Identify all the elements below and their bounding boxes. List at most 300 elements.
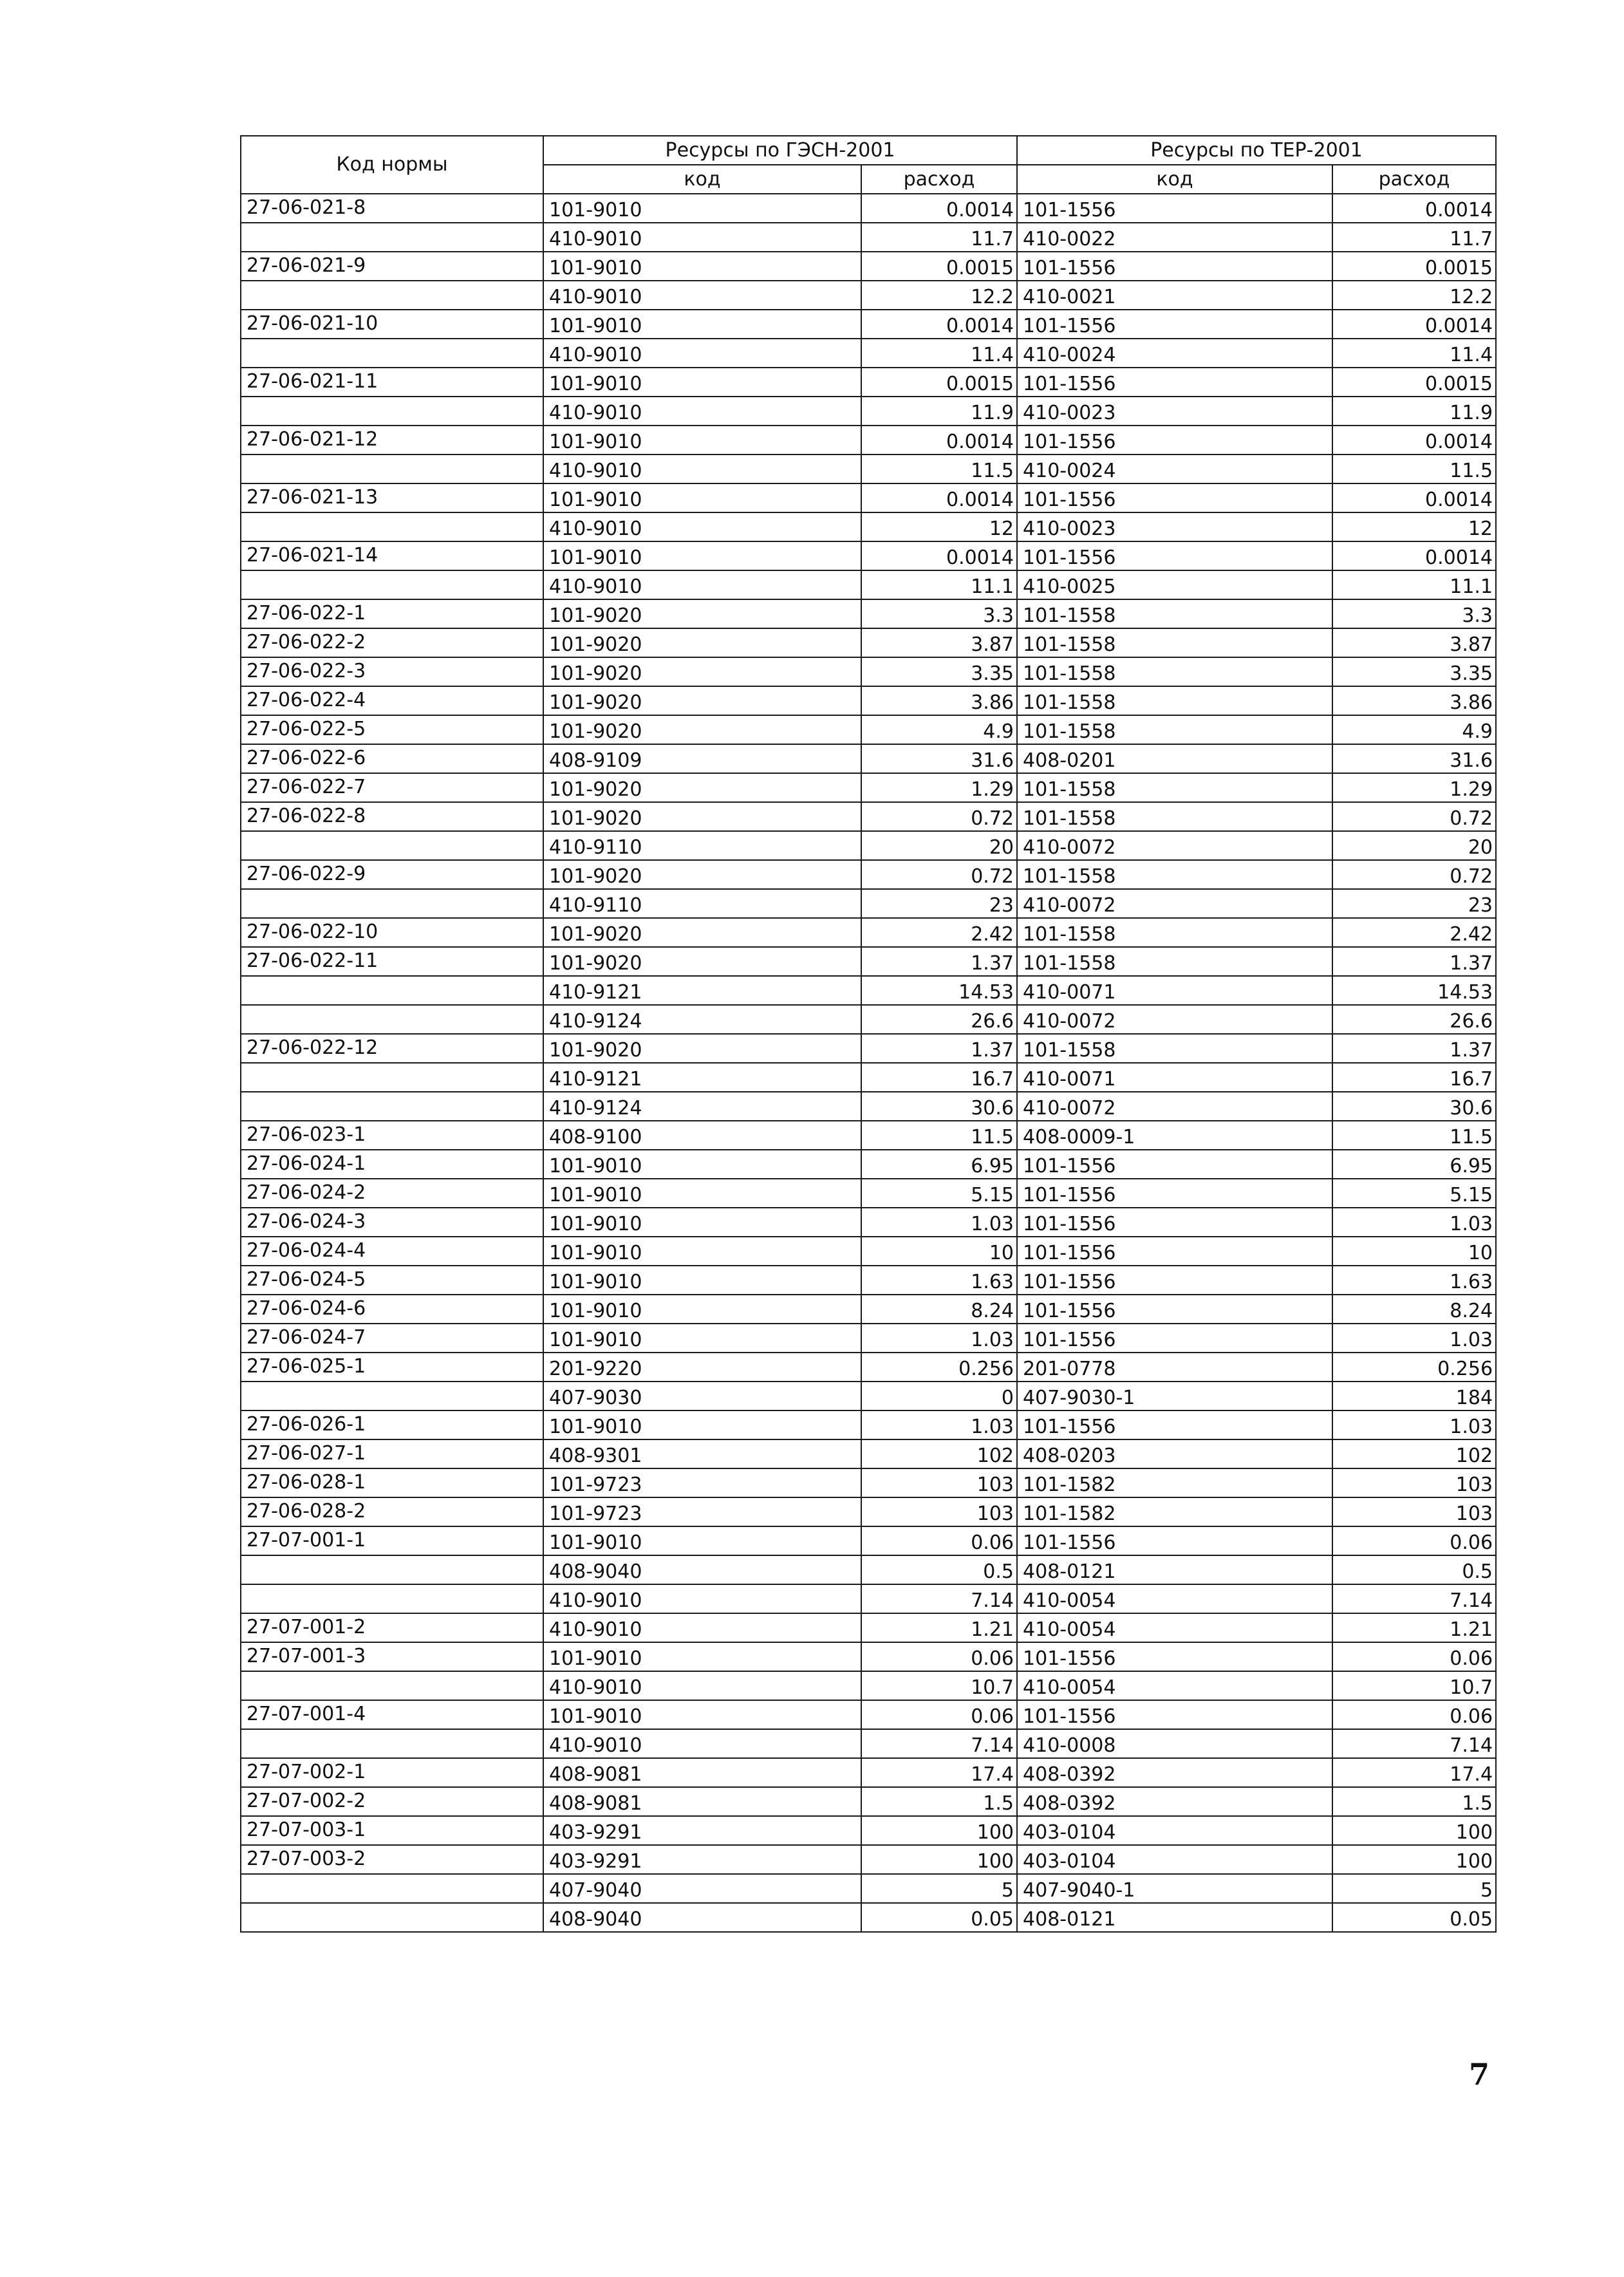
- table-row: [241, 918, 1496, 947]
- ter-code-cell: 101-1556: [1017, 1237, 1332, 1266]
- table-row: [241, 310, 1496, 339]
- gesn-consumption-cell: 17.4: [861, 1758, 1017, 1787]
- norm-code-cell: 27-06-022-4: [241, 686, 543, 715]
- ter-consumption-cell: 5.15: [1332, 1179, 1496, 1208]
- norm-code-cell: [241, 1005, 543, 1034]
- ter-code-cell: 101-1582: [1017, 1468, 1332, 1497]
- ter-consumption-cell: 0.72: [1332, 860, 1496, 889]
- norm-code-cell: 27-06-027-1: [241, 1439, 543, 1468]
- ter-code-cell: 410-0023: [1017, 512, 1332, 541]
- ter-consumption-cell: 102: [1332, 1439, 1496, 1468]
- ter-code-cell: 101-1556: [1017, 368, 1332, 397]
- table-row: [241, 1179, 1496, 1208]
- ter-code-cell: 101-1556: [1017, 1410, 1332, 1439]
- gesn-consumption-cell: 10.7: [861, 1671, 1017, 1700]
- ter-consumption-cell: 17.4: [1332, 1758, 1496, 1787]
- table-row: [241, 1642, 1496, 1671]
- norm-code-cell: 27-06-023-1: [241, 1121, 543, 1150]
- gesn-consumption-cell: 16.7: [861, 1063, 1017, 1092]
- gesn-consumption-cell: 11.5: [861, 454, 1017, 483]
- table-row: [241, 1121, 1496, 1150]
- ter-code-cell: 101-1556: [1017, 1150, 1332, 1179]
- ter-consumption-cell: 1.03: [1332, 1324, 1496, 1353]
- gesn-consumption-cell: 0: [861, 1382, 1017, 1410]
- norm-code-cell: 27-06-024-6: [241, 1295, 543, 1324]
- gesn-consumption-cell: 1.03: [861, 1324, 1017, 1353]
- gesn-code-cell: 101-9020: [543, 802, 861, 831]
- ter-code-cell: 101-1556: [1017, 483, 1332, 512]
- norm-code-cell: 27-06-022-11: [241, 947, 543, 976]
- ter-code-cell: 101-1556: [1017, 310, 1332, 339]
- norm-code-cell: 27-07-001-4: [241, 1700, 543, 1729]
- norm-code-cell: [241, 1555, 543, 1584]
- gesn-consumption-cell: 5: [861, 1874, 1017, 1903]
- ter-code-cell: 407-9030-1: [1017, 1382, 1332, 1410]
- ter-consumption-cell: 0.0015: [1332, 252, 1496, 281]
- gesn-code-cell: 101-9020: [543, 686, 861, 715]
- norm-code-cell: [241, 976, 543, 1005]
- ter-code-cell: 408-0121: [1017, 1555, 1332, 1584]
- ter-code-cell: 407-9040-1: [1017, 1874, 1332, 1903]
- norm-code-cell: 27-06-026-1: [241, 1410, 543, 1439]
- gesn-consumption-cell: 0.05: [861, 1903, 1017, 1932]
- ter-consumption-cell: 1.63: [1332, 1266, 1496, 1295]
- ter-code-cell: 101-1582: [1017, 1497, 1332, 1526]
- gesn-consumption-cell: 3.35: [861, 657, 1017, 686]
- table-row: [241, 686, 1496, 715]
- ter-consumption-cell: 0.256: [1332, 1353, 1496, 1382]
- gesn-consumption-cell: 3.86: [861, 686, 1017, 715]
- gesn-code-cell: 408-9109: [543, 744, 861, 773]
- ter-consumption-cell: 4.9: [1332, 715, 1496, 744]
- table-row: [241, 1324, 1496, 1353]
- ter-code-cell: 408-0201: [1017, 744, 1332, 773]
- table-row: [241, 1526, 1496, 1555]
- table-row: [241, 1816, 1496, 1845]
- gesn-code-cell: 101-9010: [543, 1266, 861, 1295]
- gesn-code-cell: 101-9020: [543, 1034, 861, 1063]
- gesn-resources-header: Ресурсы по ГЭСН-2001: [543, 136, 1017, 165]
- ter-code-cell: 101-1556: [1017, 1266, 1332, 1295]
- gesn-code-cell: 410-9010: [543, 454, 861, 483]
- gesn-consumption-cell: 6.95: [861, 1150, 1017, 1179]
- gesn-code-cell: 408-9081: [543, 1787, 861, 1816]
- gesn-code-cell: 101-9723: [543, 1497, 861, 1526]
- ter-code-cell: 410-0023: [1017, 397, 1332, 426]
- ter-code-cell: 101-1556: [1017, 426, 1332, 454]
- table-row: [241, 570, 1496, 599]
- table-row: [241, 1005, 1496, 1034]
- gesn-consumption-cell: 0.0014: [861, 541, 1017, 570]
- norm-code-cell: 27-06-024-2: [241, 1179, 543, 1208]
- gesn-code-cell: 101-9010: [543, 1526, 861, 1555]
- norm-code-cell: 27-06-022-3: [241, 657, 543, 686]
- gesn-consumption-cell: 8.24: [861, 1295, 1017, 1324]
- ter-code-cell: 410-0054: [1017, 1584, 1332, 1613]
- gesn-consumption-cell: 0.256: [861, 1353, 1017, 1382]
- ter-consumption-cell: 3.86: [1332, 686, 1496, 715]
- table-row: [241, 976, 1496, 1005]
- ter-consumption-cell: 0.0015: [1332, 368, 1496, 397]
- gesn-code-cell: 410-9010: [543, 223, 861, 252]
- gesn-consumption-cell: 11.4: [861, 339, 1017, 368]
- gesn-consumption-cell: 20: [861, 831, 1017, 860]
- norm-code-cell: [241, 1903, 543, 1932]
- gesn-code-cell: 101-9010: [543, 1150, 861, 1179]
- norm-code-cell: [241, 223, 543, 252]
- norm-code-cell: 27-06-021-13: [241, 483, 543, 512]
- gesn-code-cell: 101-9020: [543, 657, 861, 686]
- ter-code-cell: 410-0071: [1017, 1063, 1332, 1092]
- ter-code-cell: 101-1558: [1017, 773, 1332, 802]
- ter-consumption-cell: 103: [1332, 1497, 1496, 1526]
- gesn-code-cell: 408-9040: [543, 1555, 861, 1584]
- ter-code-cell: 101-1556: [1017, 1642, 1332, 1671]
- ter-consumption-cell: 10: [1332, 1237, 1496, 1266]
- ter-code-cell: 408-0121: [1017, 1903, 1332, 1932]
- gesn-consumption-cell: 2.42: [861, 918, 1017, 947]
- ter-resources-header: Ресурсы по ТЕР-2001: [1017, 136, 1496, 165]
- norm-code-cell: [241, 1063, 543, 1092]
- table-row: [241, 1208, 1496, 1237]
- ter-code-cell: 408-0392: [1017, 1758, 1332, 1787]
- ter-consumption-cell: 11.4: [1332, 339, 1496, 368]
- table-row: [241, 744, 1496, 773]
- ter-consumption-cell: 5: [1332, 1874, 1496, 1903]
- norm-code-cell: [241, 831, 543, 860]
- gesn-consumption-cell: 103: [861, 1497, 1017, 1526]
- gesn-consumption-cell: 1.5: [861, 1787, 1017, 1816]
- norm-code-cell: 27-06-021-11: [241, 368, 543, 397]
- norm-code-cell: [241, 339, 543, 368]
- ter-consumption-cell: 184: [1332, 1382, 1496, 1410]
- ter-consumption-cell: 23: [1332, 889, 1496, 918]
- norm-code-cell: 27-06-024-5: [241, 1266, 543, 1295]
- norm-code-cell: 27-06-022-9: [241, 860, 543, 889]
- ter-consumption-cell: 0.0014: [1332, 541, 1496, 570]
- ter-consumption-cell: 14.53: [1332, 976, 1496, 1005]
- ter-consumption-cell: 100: [1332, 1816, 1496, 1845]
- ter-code-cell: 101-1558: [1017, 918, 1332, 947]
- norm-code-cell: [241, 1874, 543, 1903]
- gesn-code-cell: 408-9081: [543, 1758, 861, 1787]
- norm-code-header: Код нормы: [241, 136, 543, 194]
- norm-code-cell: 27-07-003-2: [241, 1845, 543, 1874]
- gesn-consumption-cell: 1.03: [861, 1208, 1017, 1237]
- table-row: [241, 889, 1496, 918]
- gesn-code-cell: 101-9010: [543, 426, 861, 454]
- norm-code-cell: 27-06-028-2: [241, 1497, 543, 1526]
- ter-consumption-cell: 1.5: [1332, 1787, 1496, 1816]
- ter-consumption-cell: 26.6: [1332, 1005, 1496, 1034]
- gesn-code-cell: 101-9010: [543, 194, 861, 223]
- ter-consumption-cell: 7.14: [1332, 1729, 1496, 1758]
- gesn-code-cell: 101-9020: [543, 628, 861, 657]
- norm-code-cell: 27-06-022-2: [241, 628, 543, 657]
- norm-code-cell: [241, 512, 543, 541]
- ter-consumption-cell: 0.5: [1332, 1555, 1496, 1584]
- table-row: [241, 1410, 1496, 1439]
- ter-consumption-cell: 0.0014: [1332, 483, 1496, 512]
- ter-code-cell: 410-0054: [1017, 1671, 1332, 1700]
- table-row: [241, 715, 1496, 744]
- gesn-code-cell: 410-9124: [543, 1005, 861, 1034]
- gesn-code-cell: 101-9020: [543, 599, 861, 628]
- gesn-consumption-cell: 4.9: [861, 715, 1017, 744]
- table-row: [241, 599, 1496, 628]
- ter-code-cell: 408-0392: [1017, 1787, 1332, 1816]
- gesn-consumption-cell: 100: [861, 1845, 1017, 1874]
- table-row: [241, 1497, 1496, 1526]
- ter-consumption-cell: 103: [1332, 1468, 1496, 1497]
- table-row: [241, 860, 1496, 889]
- table-row: [241, 483, 1496, 512]
- gesn-code-cell: 408-9301: [543, 1439, 861, 1468]
- ter-code-cell: 101-1556: [1017, 1526, 1332, 1555]
- gesn-code-cell: 101-9010: [543, 368, 861, 397]
- gesn-code-cell: 403-9291: [543, 1816, 861, 1845]
- ter-consumption-cell: 0.72: [1332, 802, 1496, 831]
- ter-code-cell: 101-1558: [1017, 686, 1332, 715]
- table-row: [241, 252, 1496, 281]
- ter-code-cell: 101-1558: [1017, 715, 1332, 744]
- ter-consumption-cell: 10.7: [1332, 1671, 1496, 1700]
- ter-consumption-cell: 1.03: [1332, 1208, 1496, 1237]
- gesn-consumption-cell: 0.0015: [861, 252, 1017, 281]
- ter-consumption-cell: 3.87: [1332, 628, 1496, 657]
- ter-consumption-cell: 11.5: [1332, 454, 1496, 483]
- table-header: [241, 136, 1496, 194]
- gesn-consumption-cell: 1.37: [861, 1034, 1017, 1063]
- gesn-consumption-cell: 0.72: [861, 802, 1017, 831]
- gesn-code-cell: 101-9010: [543, 1410, 861, 1439]
- gesn-code-cell: 101-9010: [543, 1642, 861, 1671]
- gesn-code-cell: 101-9010: [543, 1237, 861, 1266]
- table-row: [241, 426, 1496, 454]
- ter-code-cell: 101-1556: [1017, 194, 1332, 223]
- table-row: [241, 339, 1496, 368]
- gesn-code-cell: 410-9010: [543, 397, 861, 426]
- norm-code-cell: 27-06-022-10: [241, 918, 543, 947]
- table-row: [241, 1353, 1496, 1382]
- table-row: [241, 1439, 1496, 1468]
- gesn-code-cell: 101-9020: [543, 715, 861, 744]
- ter-consumption-cell: 12.2: [1332, 281, 1496, 310]
- ter-consumption-cell: 0.06: [1332, 1526, 1496, 1555]
- gesn-code-cell: 410-9010: [543, 1584, 861, 1613]
- gesn-consumption-cell: 0.0014: [861, 483, 1017, 512]
- ter-code-cell: 101-1558: [1017, 802, 1332, 831]
- ter-consumption-cell: 7.14: [1332, 1584, 1496, 1613]
- norm-code-cell: 27-06-028-1: [241, 1468, 543, 1497]
- gesn-consumption-cell: 10: [861, 1237, 1017, 1266]
- ter-code-cell: 410-0072: [1017, 1092, 1332, 1121]
- norm-code-cell: [241, 397, 543, 426]
- gesn-consumption-cell: 14.53: [861, 976, 1017, 1005]
- table-row: [241, 1092, 1496, 1121]
- ter-code-cell: 403-0104: [1017, 1816, 1332, 1845]
- resource-table: [240, 135, 1497, 1933]
- gesn-consumption-cell: 0.5: [861, 1555, 1017, 1584]
- table-row: [241, 773, 1496, 802]
- gesn-code-cell: 410-9010: [543, 1729, 861, 1758]
- gesn-consumption-cell: 11.5: [861, 1121, 1017, 1150]
- ter-consumption-cell: 12: [1332, 512, 1496, 541]
- ter-code-cell: 403-0104: [1017, 1845, 1332, 1874]
- gesn-consumption-cell: 7.14: [861, 1729, 1017, 1758]
- norm-code-cell: [241, 1584, 543, 1613]
- ter-consumption-cell: 1.37: [1332, 947, 1496, 976]
- ter-consumption-cell: 1.03: [1332, 1410, 1496, 1439]
- norm-code-cell: 27-06-022-7: [241, 773, 543, 802]
- gesn-consumption-cell: 7.14: [861, 1584, 1017, 1613]
- ter-consumption-cell: 0.0014: [1332, 194, 1496, 223]
- ter-code-cell: 101-1556: [1017, 252, 1332, 281]
- ter-consumption-cell: 20: [1332, 831, 1496, 860]
- norm-code-cell: 27-06-024-1: [241, 1150, 543, 1179]
- ter-consumption-cell: 0.06: [1332, 1700, 1496, 1729]
- ter-consumption-cell: 6.95: [1332, 1150, 1496, 1179]
- ter-consumption-cell: 3.35: [1332, 657, 1496, 686]
- norm-code-cell: 27-06-022-6: [241, 744, 543, 773]
- gesn-consumption-cell: 3.87: [861, 628, 1017, 657]
- gesn-code-cell: 407-9040: [543, 1874, 861, 1903]
- ter-code-cell: 410-0008: [1017, 1729, 1332, 1758]
- norm-code-cell: 27-06-021-9: [241, 252, 543, 281]
- norm-code-cell: 27-06-022-5: [241, 715, 543, 744]
- ter-consumption-cell: 2.42: [1332, 918, 1496, 947]
- norm-code-cell: 27-07-001-3: [241, 1642, 543, 1671]
- ter-code-cell: 410-0021: [1017, 281, 1332, 310]
- gesn-consumption-cell: 0.72: [861, 860, 1017, 889]
- ter-code-cell: 101-1556: [1017, 1208, 1332, 1237]
- ter-code-cell: 101-1556: [1017, 1700, 1332, 1729]
- gesn-consumption-cell: 3.3: [861, 599, 1017, 628]
- gesn-consumption-header: расход: [861, 165, 1017, 194]
- gesn-code-cell: 101-9020: [543, 860, 861, 889]
- gesn-consumption-cell: 1.03: [861, 1410, 1017, 1439]
- gesn-code-cell: 410-9121: [543, 1063, 861, 1092]
- gesn-code-cell: 101-9723: [543, 1468, 861, 1497]
- table-row: [241, 512, 1496, 541]
- gesn-consumption-cell: 11.1: [861, 570, 1017, 599]
- gesn-code-cell: 101-9020: [543, 947, 861, 976]
- ter-code-cell: 410-0024: [1017, 454, 1332, 483]
- page-number: 7: [1469, 2057, 1490, 2092]
- table-row: [241, 368, 1496, 397]
- table-row: [241, 628, 1496, 657]
- table-row: [241, 831, 1496, 860]
- gesn-code-cell: 101-9010: [543, 1295, 861, 1324]
- norm-code-cell: [241, 1092, 543, 1121]
- ter-code-cell: 410-0022: [1017, 223, 1332, 252]
- table-row: [241, 194, 1496, 223]
- gesn-consumption-cell: 1.29: [861, 773, 1017, 802]
- norm-code-cell: 27-06-025-1: [241, 1353, 543, 1382]
- ter-code-cell: 410-0071: [1017, 976, 1332, 1005]
- table-row: [241, 281, 1496, 310]
- table-row: [241, 1758, 1496, 1787]
- gesn-consumption-cell: 1.37: [861, 947, 1017, 976]
- gesn-code-cell: 101-9010: [543, 1324, 861, 1353]
- gesn-consumption-cell: 103: [861, 1468, 1017, 1497]
- gesn-consumption-cell: 11.9: [861, 397, 1017, 426]
- ter-consumption-cell: 11.7: [1332, 223, 1496, 252]
- ter-code-cell: 101-1556: [1017, 1295, 1332, 1324]
- ter-consumption-cell: 16.7: [1332, 1063, 1496, 1092]
- ter-consumption-cell: 0.06: [1332, 1642, 1496, 1671]
- ter-consumption-cell: 1.29: [1332, 773, 1496, 802]
- norm-code-cell: 27-06-024-7: [241, 1324, 543, 1353]
- ter-code-cell: 101-1558: [1017, 628, 1332, 657]
- ter-consumption-cell: 1.21: [1332, 1613, 1496, 1642]
- gesn-code-cell: 101-9020: [543, 918, 861, 947]
- ter-code-cell: 408-0203: [1017, 1439, 1332, 1468]
- gesn-consumption-cell: 23: [861, 889, 1017, 918]
- ter-consumption-cell: 1.37: [1332, 1034, 1496, 1063]
- ter-code-cell: 101-1556: [1017, 1179, 1332, 1208]
- table-row: [241, 1382, 1496, 1410]
- gesn-consumption-cell: 0.0014: [861, 310, 1017, 339]
- table-row: [241, 1729, 1496, 1758]
- norm-code-cell: 27-06-022-1: [241, 599, 543, 628]
- gesn-consumption-cell: 11.7: [861, 223, 1017, 252]
- gesn-consumption-cell: 1.21: [861, 1613, 1017, 1642]
- norm-code-cell: 27-06-024-3: [241, 1208, 543, 1237]
- ter-consumption-cell: 100: [1332, 1845, 1496, 1874]
- gesn-consumption-cell: 102: [861, 1439, 1017, 1468]
- gesn-consumption-cell: 0.0014: [861, 426, 1017, 454]
- norm-code-cell: 27-06-022-12: [241, 1034, 543, 1063]
- ter-code-cell: 201-0778: [1017, 1353, 1332, 1382]
- ter-code-cell: 101-1558: [1017, 1034, 1332, 1063]
- norm-code-cell: [241, 889, 543, 918]
- norm-code-cell: 27-07-001-2: [241, 1613, 543, 1642]
- ter-code-cell: 410-0025: [1017, 570, 1332, 599]
- gesn-code-cell: 101-9010: [543, 252, 861, 281]
- norm-code-cell: 27-06-021-12: [241, 426, 543, 454]
- gesn-consumption-cell: 0.0015: [861, 368, 1017, 397]
- norm-code-cell: 27-06-024-4: [241, 1237, 543, 1266]
- norm-code-cell: 27-06-021-10: [241, 310, 543, 339]
- gesn-consumption-cell: 0.06: [861, 1642, 1017, 1671]
- gesn-consumption-cell: 1.63: [861, 1266, 1017, 1295]
- ter-code-cell: 410-0072: [1017, 831, 1332, 860]
- gesn-code-cell: 101-9020: [543, 773, 861, 802]
- ter-code-cell: 410-0054: [1017, 1613, 1332, 1642]
- ter-consumption-cell: 30.6: [1332, 1092, 1496, 1121]
- table-row: [241, 1266, 1496, 1295]
- norm-code-cell: 27-07-003-1: [241, 1816, 543, 1845]
- table-row: [241, 657, 1496, 686]
- ter-code-cell: 101-1558: [1017, 657, 1332, 686]
- gesn-code-cell: 410-9110: [543, 831, 861, 860]
- table-row: [241, 223, 1496, 252]
- table-row: [241, 454, 1496, 483]
- table-row: [241, 1874, 1496, 1903]
- ter-consumption-cell: 0.0014: [1332, 310, 1496, 339]
- table-row: [241, 1787, 1496, 1816]
- table-row: [241, 1903, 1496, 1932]
- ter-code-cell: 101-1558: [1017, 947, 1332, 976]
- gesn-consumption-cell: 100: [861, 1816, 1017, 1845]
- ter-consumption-header: расход: [1332, 165, 1496, 194]
- ter-consumption-cell: 3.3: [1332, 599, 1496, 628]
- gesn-consumption-cell: 12: [861, 512, 1017, 541]
- gesn-consumption-cell: 12.2: [861, 281, 1017, 310]
- gesn-code-cell: 201-9220: [543, 1353, 861, 1382]
- norm-code-cell: [241, 1382, 543, 1410]
